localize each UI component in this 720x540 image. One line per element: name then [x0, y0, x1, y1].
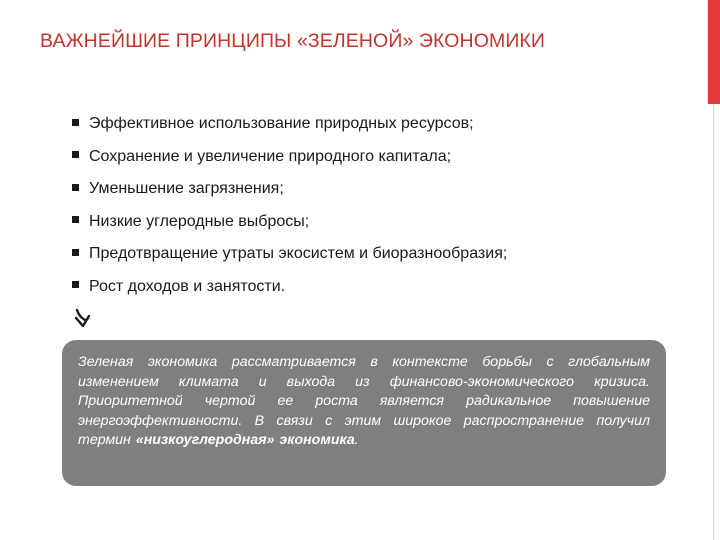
list-item — [72, 206, 692, 239]
principles-list — [72, 108, 692, 303]
list-item-text: Уменьшение загрязнения; — [89, 180, 284, 198]
list-item — [72, 238, 692, 271]
square-bullet-icon — [72, 119, 79, 126]
list-item — [72, 173, 692, 206]
list-item — [72, 271, 692, 304]
list-item — [72, 141, 692, 174]
square-bullet-icon — [72, 151, 79, 158]
accent-line — [713, 104, 714, 540]
callout-text-main: Зеленая экономика рассматривается в контексте борьбы с глобальным изменением климата и выхода из финансово-экономического кризиса. Приоритетной чертой ее роста является радикальное повышение энергоэффективности. В связи с этим широкое распространение получил термин — [78, 354, 650, 449]
square-bullet-icon — [72, 249, 79, 256]
callout-text-end: . — [354, 432, 359, 449]
square-bullet-icon — [72, 281, 79, 288]
list-item-text: Сохранение и увеличение природного капитала; — [89, 147, 452, 165]
curved-down-arrow-icon — [73, 308, 91, 330]
square-bullet-icon — [72, 216, 79, 223]
callout-text — [78, 353, 650, 451]
list-item-text: Предотвращение утраты экосистем и биоразнообразия; — [89, 245, 508, 263]
list-item-text: Низкие углеродные выбросы; — [89, 212, 310, 230]
callout-box — [62, 340, 666, 486]
list-item — [72, 108, 692, 141]
slide-title: ВАЖНЕЙШИЕ ПРИНЦИПЫ «ЗЕЛЕНОЙ» ЭКОНОМИКИ — [40, 30, 546, 52]
accent-bar — [708, 0, 720, 104]
callout-term: «низкоуглеродная» экономика — [135, 432, 355, 449]
list-item-text: Эффективное использование природных ресурсов; — [89, 115, 474, 133]
square-bullet-icon — [72, 184, 79, 191]
list-item-text: Рост доходов и занятости. — [89, 277, 286, 295]
